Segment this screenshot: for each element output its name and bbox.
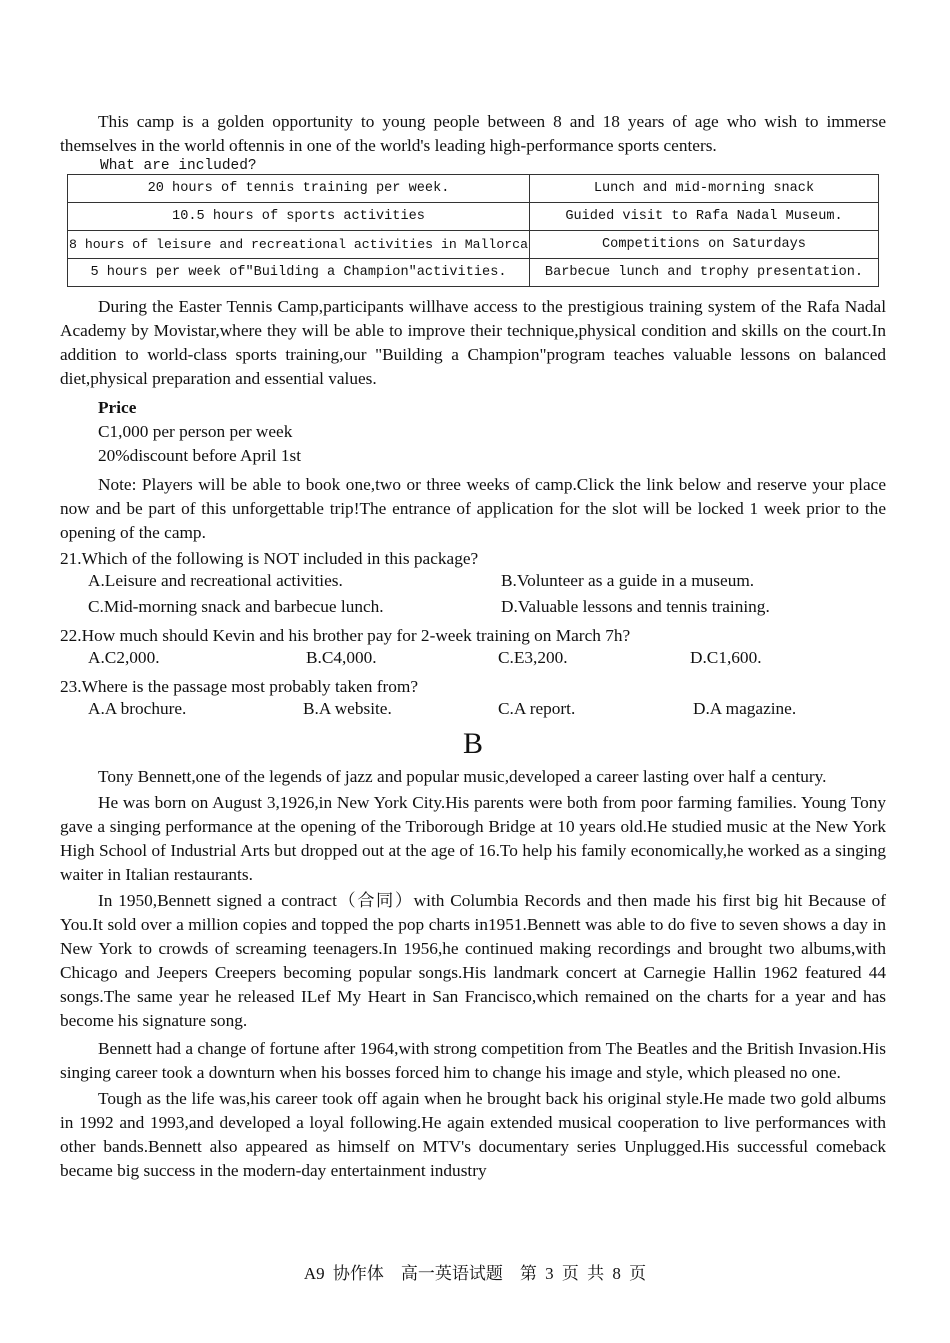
- option-d: D.C1,600.: [690, 648, 762, 667]
- option-b: B.Volunteer as a guide in a museum.: [501, 571, 755, 590]
- question-23-options: [60, 699, 886, 725]
- table-row: [68, 203, 879, 231]
- table-cell: Competitions on Saturdays: [530, 231, 879, 259]
- included-table: [67, 174, 879, 287]
- question-22-options: [60, 648, 886, 674]
- option-b: B.A website.: [303, 699, 392, 718]
- price-line: C1,000 per person per week: [98, 422, 293, 441]
- question-21-stem: 21.Which of the following is NOT included in this package?: [60, 549, 479, 568]
- exam-page: [60, 110, 886, 1183]
- passage-b-paragraph: In 1950,Bennett signed a contract（合同）with Columbia Records and then made his first big hit Because of You.It sold over a million copies and topped the pop charts in1951.Bennett was able to do five to seven shows a day in New York to crowds of screaming teenagers.In 1956,he continued making recordings and brought two albums,with Chicago and Jeepers Creepers becoming popular songs.His landmark concert at Carnegie Hallin 1962 featured 44 songs.The same year he released ILef My Heart in San Francisco,which remained on the charts for a year and has become his signature song.: [60, 891, 886, 1030]
- passage-b-paragraph: Tough as the life was,his career took off again when he brought back his original style.He made two gold albums in 1992 and 1993,and developed a loyal following.He again extended musical cooperation to live performances with other bands.Bennett also appeared as himself on MTV's documentary series Unplugged.His successful comeback became big success in the modern-day entertainment industry: [60, 1089, 886, 1180]
- section-b-heading: B: [462, 727, 483, 760]
- passage-a-intro: This camp is a golden opportunity to young people between 8 and 18 years of age who wish to immerse themselves in the world oftennis in one of the world's leading high-performance sports centers.: [60, 112, 886, 155]
- passage-b-paragraph: Bennett had a change of fortune after 1964,with strong competition from The Beatles and the British Invasion.His singing career took a downturn when his bosses forced him to change his image and style, which pleased no one.: [60, 1039, 886, 1082]
- table-cell: 20 hours of tennis training per week.: [68, 175, 530, 203]
- question-22-stem: 22.How much should Kevin and his brother pay for 2-week training on March 7h?: [60, 626, 631, 645]
- option-b: B.C4,000.: [306, 648, 377, 667]
- passage-b-paragraph: He was born on August 3,1926,in New York City.His parents were both from poor farming families. Young Tony gave a singing performance at the opening of the Triborough Bridge at 10 years old.He studied music at the New York High School of Industrial Arts but dropped out at the age of 16.To help his family economically,he worked as a singing waiter in Italian restaurants.: [60, 793, 886, 884]
- table-cell: Guided visit to Rafa Nadal Museum.: [530, 203, 879, 231]
- table-cell: 10.5 hours of sports activities: [68, 203, 530, 231]
- table-cell: 5 hours per week of"Building a Champion"activities.: [68, 259, 530, 287]
- option-a: A.Leisure and recreational activities.: [88, 571, 343, 590]
- option-c: C.E3,200.: [498, 648, 568, 667]
- discount-line: 20%discount before April 1st: [98, 446, 302, 465]
- table-row: [68, 175, 879, 203]
- option-d: D.Valuable lessons and tennis training.: [501, 597, 770, 616]
- option-a: A.C2,000.: [88, 648, 160, 667]
- passage-a-body: During the Easter Tennis Camp,participants willhave access to the prestigious training system of the Rafa Nadal Academy by Movistar,where they will be able to improve their technique,physical condition and skills on the court.In addition to world-class sports training,our "Building a Champion"program teaches valuable lessons on balanced diet,physical preparation and essential values.: [60, 297, 886, 388]
- table-row: [68, 259, 879, 287]
- question-23-stem: 23.Where is the passage most probably taken from?: [60, 677, 418, 696]
- table-row: [68, 231, 879, 259]
- question-21-options-2: [60, 597, 886, 623]
- page-footer: A9 协作体 高一英语试题 第 3 页 共 8 页: [303, 1264, 647, 1283]
- option-d: D.A magazine.: [693, 699, 797, 718]
- option-c: C.Mid-morning snack and barbecue lunch.: [88, 597, 384, 616]
- question-21-options: [60, 571, 886, 597]
- included-title: What are included?: [100, 158, 257, 174]
- table-cell: 8 hours of leisure and recreational activities in Mallorca: [68, 231, 530, 259]
- option-a: A.A brochure.: [88, 699, 187, 718]
- price-heading: Price: [98, 398, 137, 417]
- table-cell: Barbecue lunch and trophy presentation.: [530, 259, 879, 287]
- option-c: C.A report.: [498, 699, 576, 718]
- passage-b-paragraph: Tony Bennett,one of the legends of jazz and popular music,developed a career lasting over half a century.: [98, 767, 827, 786]
- note-paragraph: Note: Players will be able to book one,two or three weeks of camp.Click the link below and reserve your place now and be part of this unforgettable trip!The entrance of application for the slot will be locked 1 week prior to the opening of the camp.: [60, 475, 886, 542]
- table-cell: Lunch and mid-morning snack: [530, 175, 879, 203]
